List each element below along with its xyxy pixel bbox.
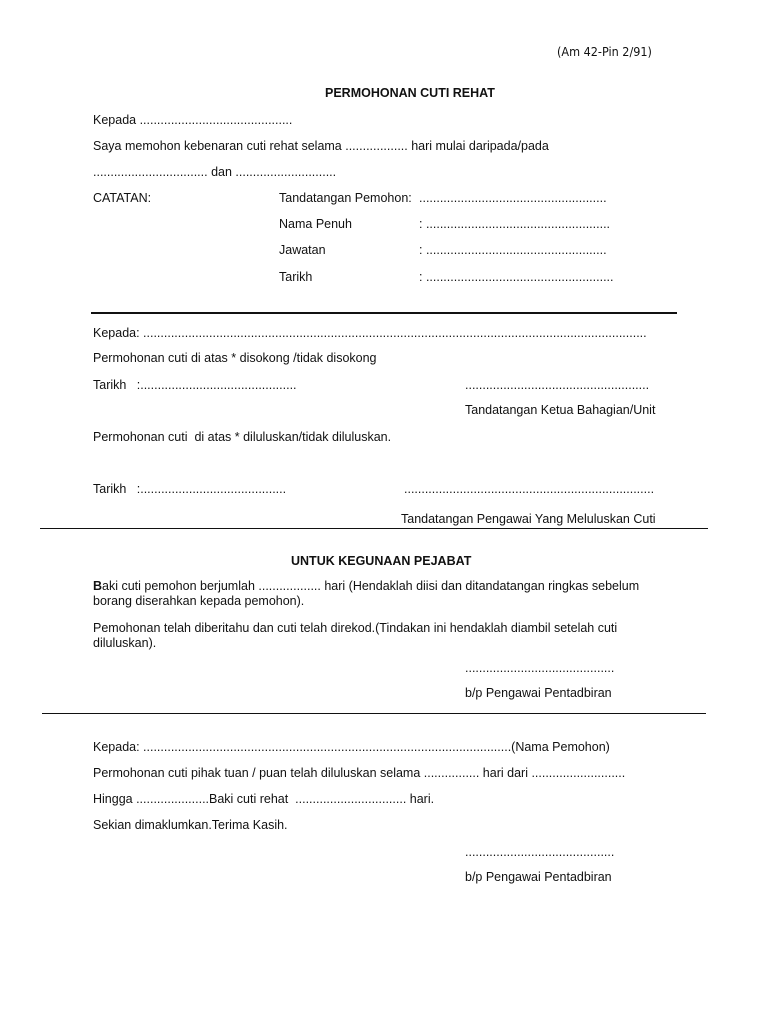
head-signature-label: Tandatangan Ketua Bahagian/Unit	[465, 403, 656, 417]
approver-signature-label: Tandatangan Pengawai Yang Meluluskan Cuti	[401, 512, 656, 526]
admin-signature-label-2: b/p Pengawai Pentadbiran	[465, 870, 612, 884]
head-signature-dots: .....................................................	[465, 378, 650, 392]
section-divider-2	[40, 528, 708, 529]
application-dates-line: ................................. dan .............................	[93, 165, 337, 179]
approver-signature-dots: ........................................................................	[404, 482, 655, 496]
recommendation-date: Tarikh :.............................................	[93, 378, 297, 392]
notice-approval-line: Permohonan cuti pihak tuan / puan telah diluluskan selama ................ hari dari ...........................	[93, 766, 626, 780]
approval-date: Tarikh :..........................................	[93, 482, 287, 496]
position-label: Jawatan	[279, 243, 326, 257]
full-name-field: : .....................................................	[419, 217, 611, 231]
catatan-label: CATATAN:	[93, 191, 152, 205]
notified-line1: Pemohonan telah diberitahu dan cuti telah direkod.(Tindakan ini hendaklah diambil setelah cuti	[93, 621, 618, 635]
leave-balance-line1: aki cuti pemohon berjumlah .................. hari (Hendaklah diisi dan ditandatangan ringkas sebelum	[102, 579, 640, 593]
application-kepada: Kepada ............................................	[93, 113, 293, 127]
full-name-label: Nama Penuh	[279, 217, 352, 231]
notified-paragraph	[93, 621, 683, 651]
leave-balance-paragraph	[93, 579, 683, 609]
applicant-signature-label: Tandatangan Pemohon:	[279, 191, 412, 205]
date-field: : ......................................................	[419, 270, 614, 284]
recommendation-kepada: Kepada: .................................................................................................................................................	[93, 326, 647, 340]
notified-line2: diluluskan).	[93, 636, 157, 650]
leave-balance-initial: B	[93, 579, 103, 593]
admin-signature-dots-2: ...........................................	[465, 845, 615, 859]
application-duration-line: Saya memohon kebenaran cuti rehat selama .................. hari mulai daripada/pada	[93, 139, 549, 153]
admin-signature-dots-1: ...........................................	[465, 661, 615, 675]
admin-signature-label-1: b/p Pengawai Pentadbiran	[465, 686, 612, 700]
leave-balance-line2: borang diserahkan kepada pemohon).	[93, 594, 305, 608]
office-use-title: UNTUK KEGUNAAN PEJABAT	[291, 554, 472, 568]
section-divider-3	[42, 713, 706, 714]
form-title: PERMOHONAN CUTI REHAT	[325, 86, 495, 100]
position-field: : ....................................................	[419, 243, 607, 257]
recommendation-status: Permohonan cuti di atas * disokong /tidak disokong	[93, 351, 377, 365]
approval-status: Permohonan cuti di atas * diluluskan/tidak diluluskan.	[93, 430, 392, 444]
applicant-signature-dots: ......................................................	[419, 191, 607, 205]
notice-kepada: Kepada: ..........................................................................................................(Nama Pemohon)	[93, 740, 610, 754]
notice-closing-line: Sekian dimaklumkan.Terima Kasih.	[93, 818, 288, 832]
notice-balance-line: Hingga .....................Baki cuti rehat ................................ hari.	[93, 792, 435, 806]
form-reference: (Am 42-Pin 2/91)	[557, 44, 652, 59]
date-label: Tarikh	[279, 270, 313, 284]
section-divider-1	[91, 312, 677, 314]
